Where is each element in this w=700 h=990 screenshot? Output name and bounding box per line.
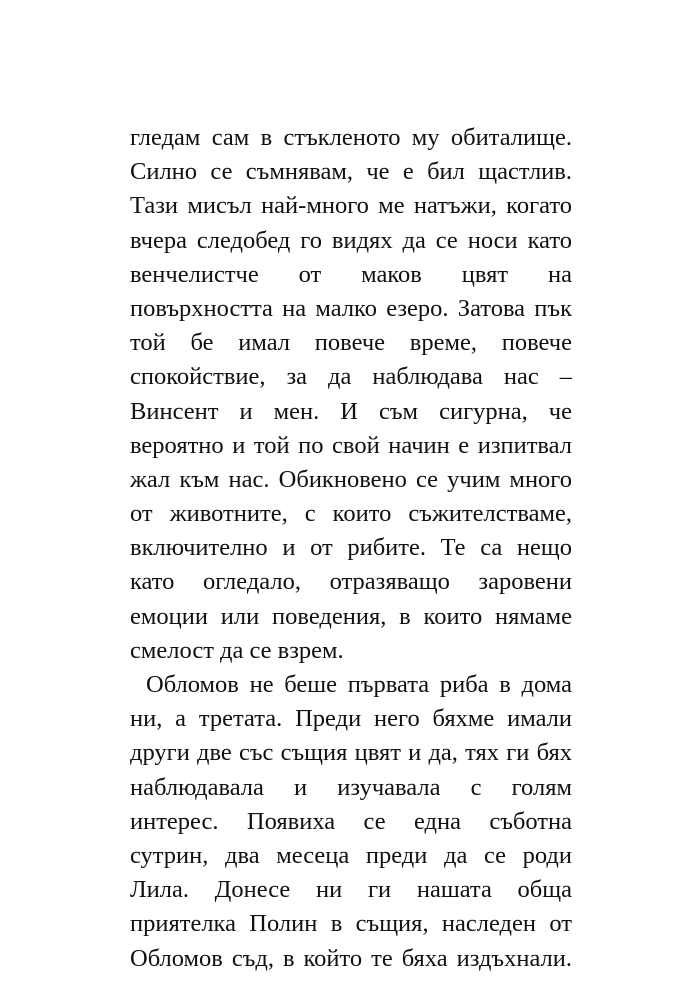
text-line: Винсент и мен. И съм сигурна, че (130, 397, 572, 425)
text-line: интерес. Появиха се една съботна (130, 807, 572, 835)
body-text (130, 121, 572, 976)
text-line: наблюдавала и изучавала с голям (130, 773, 572, 801)
text-line: венчелистче от маков цвят на (130, 260, 572, 288)
text-line: вероятно и той по свой начин е изпитвал (130, 431, 572, 459)
text-line: емоции или поведения, в които нямаме (130, 602, 572, 630)
text-line: от животните, с които съжителстваме, (130, 500, 572, 528)
text-line: Обломов не беше първата риба в дома (146, 671, 572, 698)
text-line: спокойствие, за да наблюдава нас – (130, 363, 572, 391)
text-line: той бе имал повече време, повече (130, 329, 572, 357)
text-line: като огледало, отразяващо заровени (130, 568, 572, 596)
text-line: вчера следобед го видях да се носи като (130, 226, 572, 254)
text-line: включително и от рибите. Те са нещо (130, 534, 572, 562)
text-line: Тази мисъл най-много ме натъжи, когато (130, 192, 572, 220)
text-line: гледам сам в стъкленото му обиталище. (130, 124, 572, 151)
text-line: Лила. Донесе ни ги нашата обща (130, 876, 572, 904)
text-line: приятелка Полин в същия, наследен от (130, 910, 572, 938)
text-line: ни, а третата. Преди него бяхме имали (130, 705, 572, 733)
paragraph-2 (130, 668, 572, 976)
text-line: сутрин, два месеца преди да се роди (130, 841, 572, 869)
text-line: други две със същия цвят и да, тях ги бях (130, 739, 572, 767)
text-line: жал към нас. Обикновено се учим много (130, 465, 572, 493)
paragraph-1 (130, 121, 572, 668)
text-line: повърхността на малко езеро. Затова пък (130, 294, 572, 322)
text-line: Обломов съд, в който те бяха издъхнали. (130, 944, 572, 972)
text-line: Силно се съмнявам, че е бил щастлив. (130, 158, 572, 186)
text-line: смелост да се взрем. (130, 636, 344, 664)
